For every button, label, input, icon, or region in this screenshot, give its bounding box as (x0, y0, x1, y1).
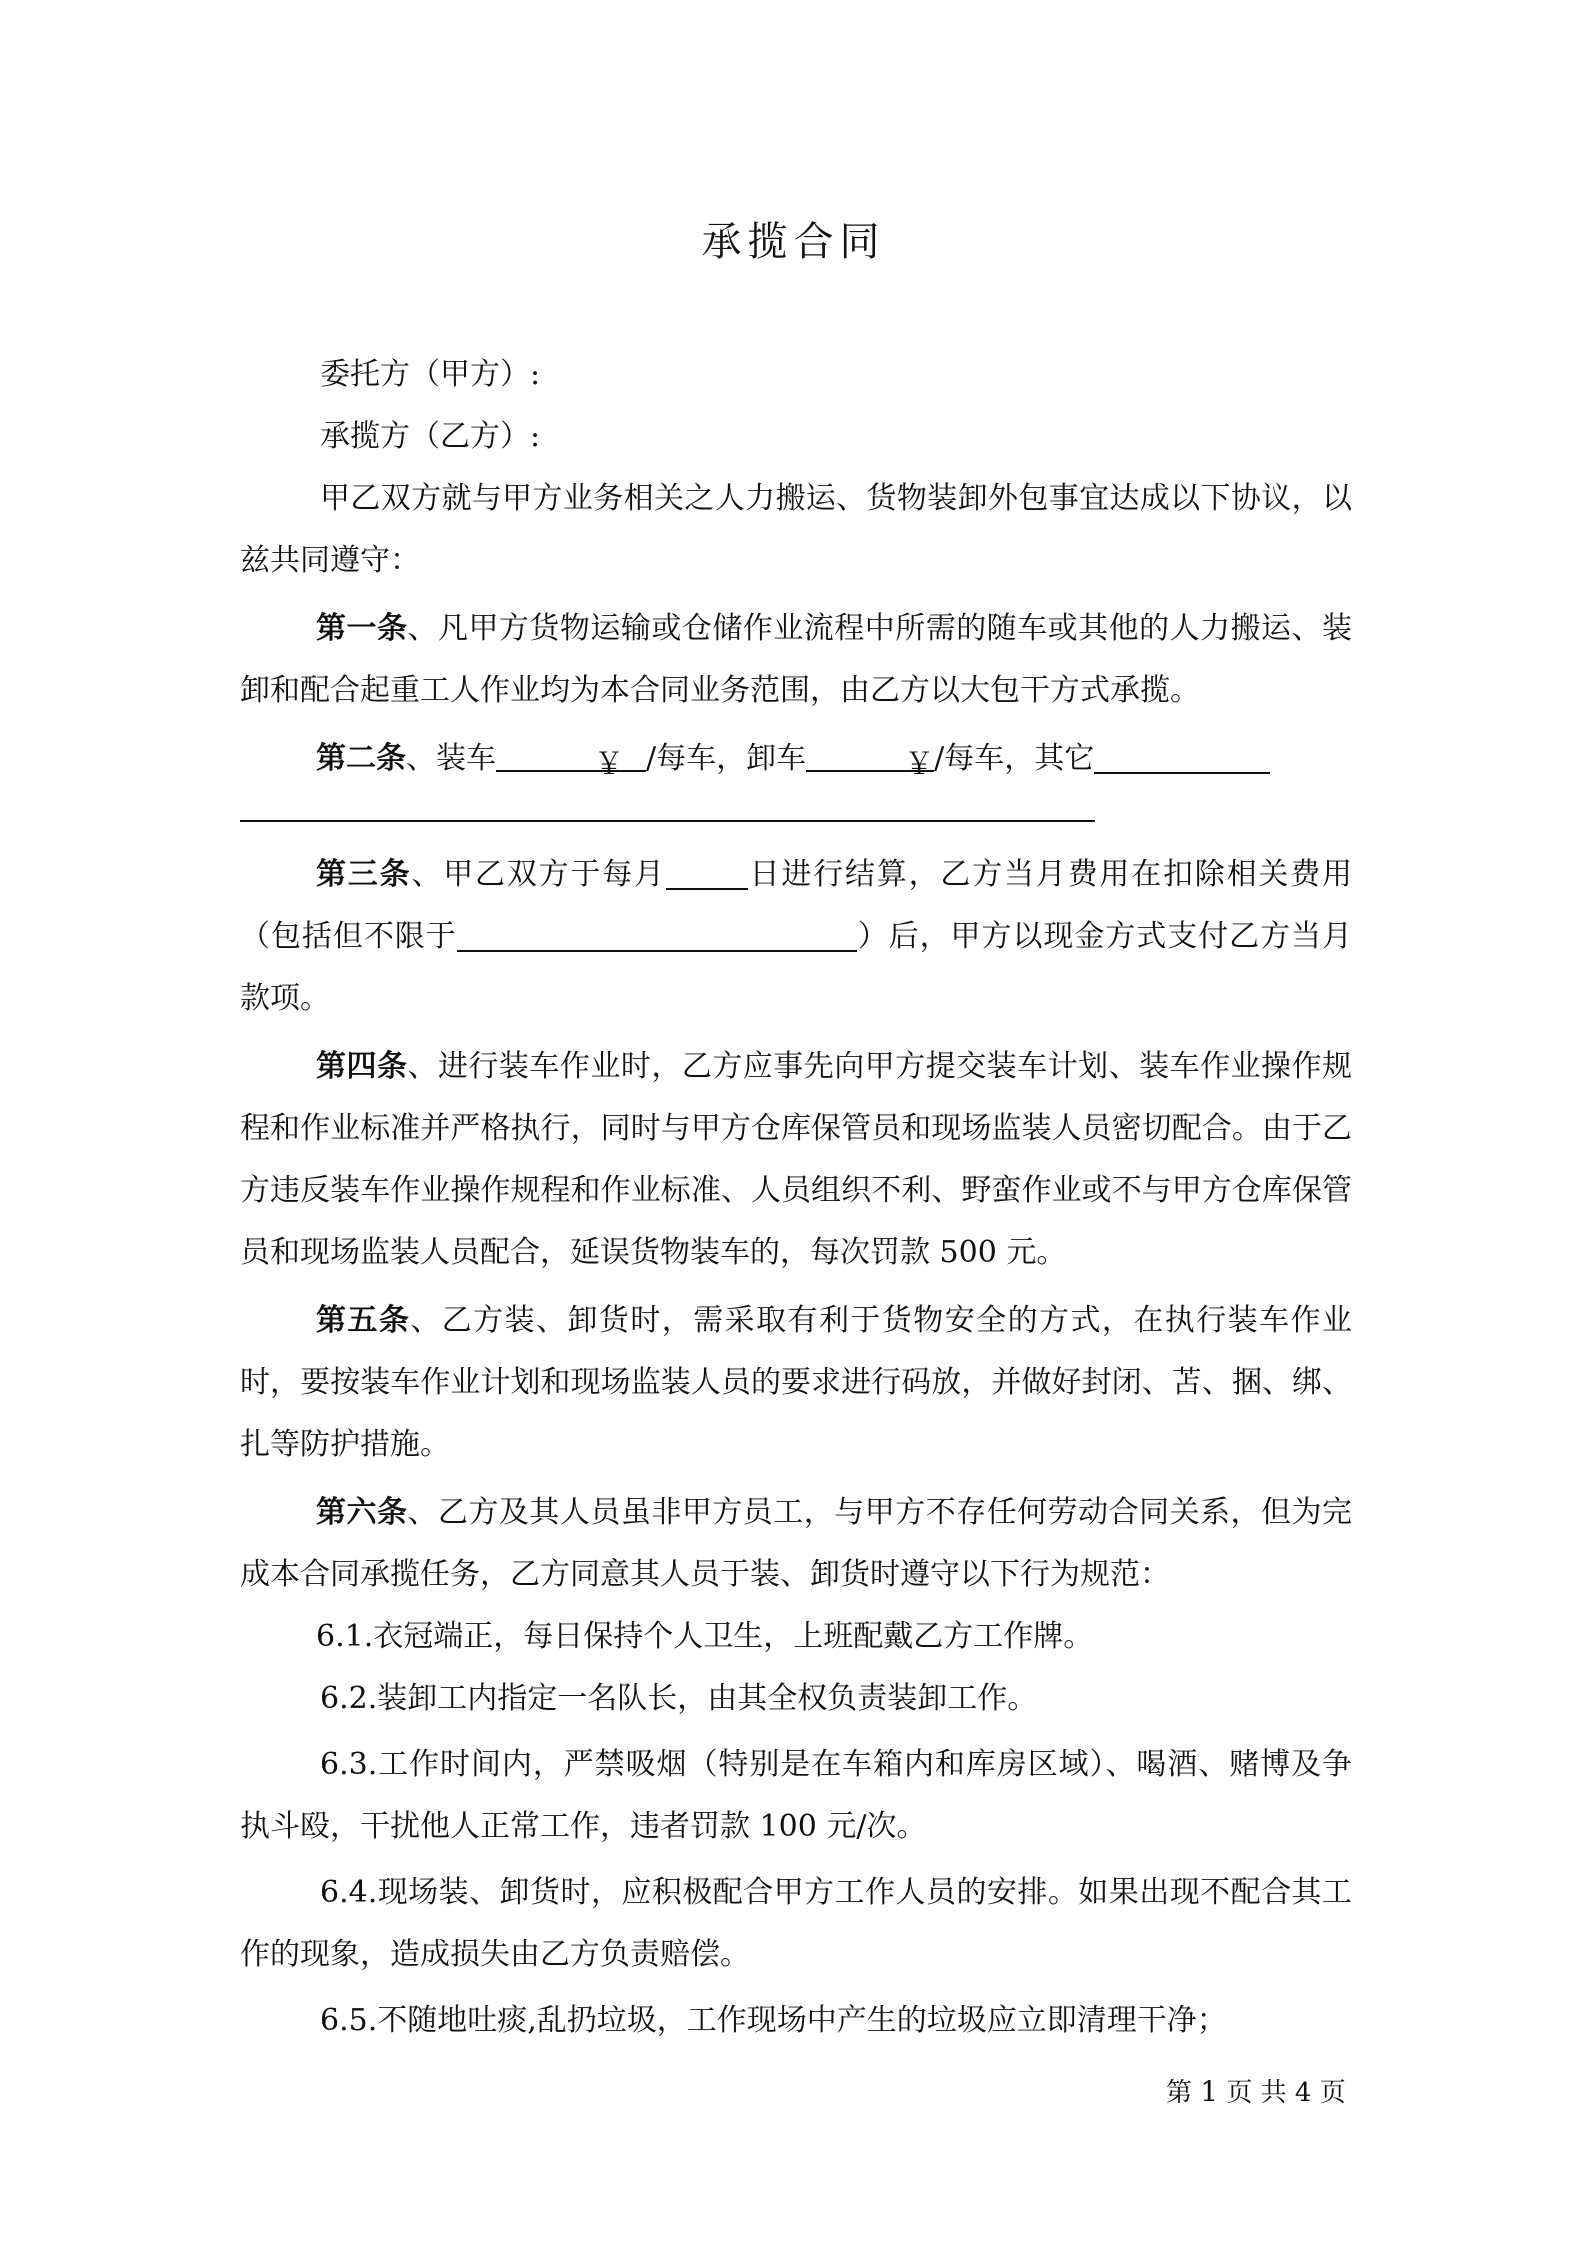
settlement-day-blank (666, 852, 748, 890)
article-5-text: 、乙方装、卸货时，需采取有利于货物安全的方式，在执行装车作业时，要按装车作业计划和现场监装人员的要求进行码放，并做好封闭、苫、捆、绑、扎等防护措施。 (240, 1303, 1352, 1462)
contract-body (240, 344, 1352, 2052)
article-4-text: 、进行装车作业时，乙方应事先向甲方提交装车计划、装车作业操作规程和作业标准并严格执行，同时与甲方仓库保管员和现场监装人员密切配合。由于乙方违反装车作业操作规程和作业标准、人员组织不利、野蛮作业或不与甲方仓库保管员和现场监装人员配合，延误货物装车的，每次罚款 500 元。 (240, 1049, 1353, 1270)
clause-6-5: 6.5.不随地吐痰,乱扔垃圾，工作现场中产生的垃圾应立即清理干净； (320, 2003, 1227, 2038)
article-5-label: 第五条 (316, 1303, 411, 1338)
deductions-blank (457, 914, 857, 952)
article-3-text-2: 日进行结算，乙方当月费用在扣除相关费用（包括但不限于 (240, 857, 1353, 954)
article-2-text-1: 、装车 (406, 741, 496, 776)
other-fee-continuation-line (240, 790, 1095, 822)
yen-symbol: ￥ (594, 747, 624, 782)
article-2-text-2: /每车，卸车 (646, 741, 807, 776)
yen-symbol: ￥ (904, 747, 935, 782)
article-1-label: 第一条 (316, 611, 408, 646)
article-1 (240, 598, 1352, 722)
footer-prefix: 第 (1166, 2078, 1193, 2108)
party-b-line: 承揽方（乙方）: (320, 419, 541, 454)
article-2-text-3: /每车，其它 (934, 741, 1095, 776)
article-3 (240, 844, 1352, 1030)
other-fee-blank (1094, 736, 1270, 774)
current-page-number: 1 (1200, 2075, 1219, 2108)
page-title: 承揽合同 (701, 219, 886, 265)
article-3-label: 第三条 (316, 857, 412, 892)
footer-suffix: 页 (1319, 2078, 1346, 2108)
article-5 (240, 1290, 1352, 1476)
article-3-text-1: 、甲乙双方于每月 (411, 857, 666, 892)
article-2 (240, 728, 1352, 790)
clause-6-3: 6.3.工作时间内，严禁吸烟（特别是在车箱内和库房区域）、喝酒、赌博及争执斗殴，干扰他人正常工作，违者罚款 100 元/次。 (240, 1747, 1352, 1844)
article-6 (240, 1482, 1352, 1606)
loading-fee-blank (496, 734, 646, 782)
article-6-text: 、乙方及其人员虽非甲方员工，与甲方不存任何劳动合同关系，但为完成本合同承揽任务，乙方同意其人员于装、卸货时遵守以下行为规范： (240, 1495, 1353, 1592)
article-2-label: 第二条 (316, 741, 406, 776)
article-3-text-3: ）后，甲方以现金方式支付乙方当月款项。 (240, 919, 1353, 1016)
article-4-label: 第四条 (316, 1049, 408, 1084)
article-1-text: 、凡甲方货物运输或仓储作业流程中所需的随车或其他的人力搬运、装卸和配合起重工人作业均为本合同业务范围，由乙方以大包干方式承揽。 (240, 611, 1353, 708)
article-4 (240, 1036, 1352, 1284)
total-pages-number: 4 (1294, 2078, 1312, 2108)
intro-paragraph: 甲乙双方就与甲方业务相关之人力搬运、货物装卸外包事宜达成以下协议，以兹共同遵守： (240, 481, 1352, 578)
party-a-line: 委托方（甲方）: (320, 357, 541, 392)
clause-6-2: 6.2.装卸工内指定一名队长，由其全权负责装卸工作。 (320, 1681, 1038, 1716)
unloading-fee-blank (806, 734, 935, 782)
footer-middle: 页 共 (1226, 2078, 1287, 2108)
article-6-label: 第六条 (316, 1495, 408, 1530)
clause-6-4: 6.4.现场装、卸货时，应积极配合甲方工作人员的安排。如果出现不配合其工作的现象，造成损失由乙方负责赔偿。 (240, 1875, 1352, 1972)
clause-6-1: 6.1.衣冠端正，每日保持个人卫生，上班配戴乙方工作牌。 (316, 1619, 1094, 1654)
page-footer (1166, 2072, 1346, 2109)
